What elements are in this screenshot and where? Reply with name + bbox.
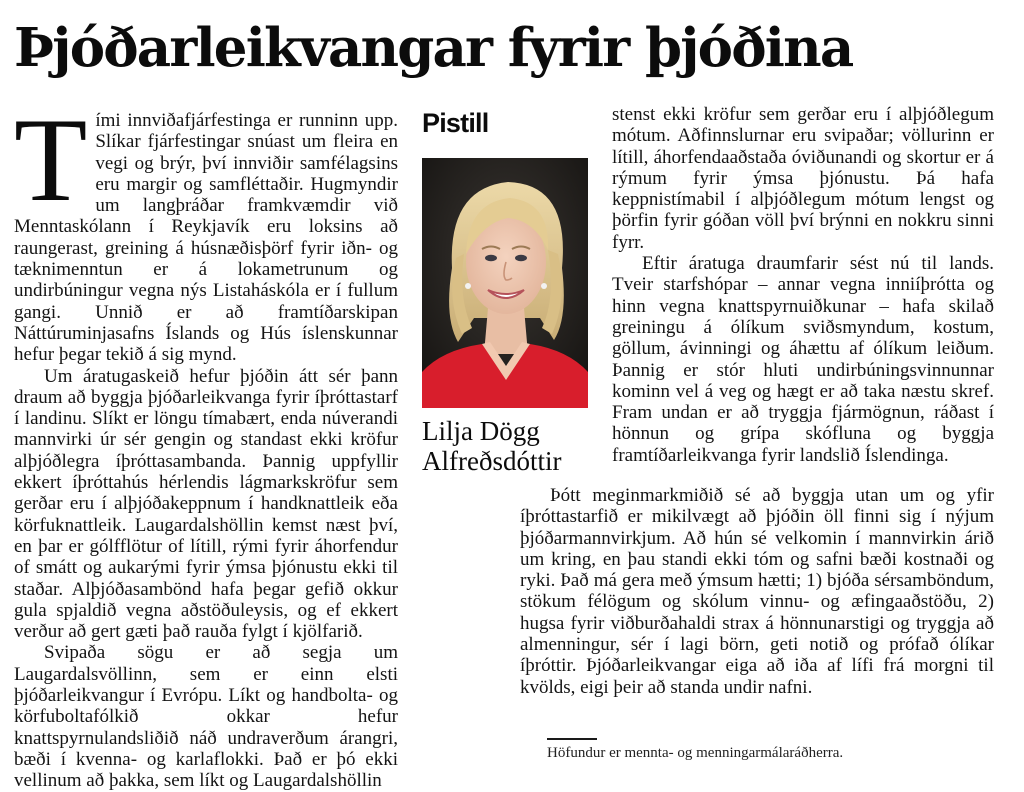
author-portrait: [422, 158, 588, 408]
article-column-3: [612, 104, 994, 466]
paragraph-4: stenst ekki kröfur sem gerðar eru í alþjóðlegum mótum. Aðfinnslurnar eru svipaðar; völlurinn er lítill, áhorfendaaðstaða óviðunandi og skortur er á rýmum fyrir ýmsa þjónustu. Þá hafa keppnistímabil í alþjóðlegum mótum lengst og þörfin fyrir góðan völl því brýnni en nokkru sinni fyrr.: [612, 104, 994, 253]
author-first-name: Lilja Dögg: [422, 416, 540, 446]
drop-cap: T: [14, 93, 88, 226]
author-name: [422, 416, 612, 476]
paragraph-1: ími innviðafjárfestinga er runninn upp. Slíkar fjárfestingar snúast um fleira en vegi og brýr, því innviðir samfélagsins eru margir og samfléttaðir. Hugmyndir um langþráðar framkvæmdir við Menntaskólann í Reykjavík eru loksins að raungerast, greining á húsnæðisþörf fyrir iðn- og tæknimenntun er á lokametrunum og undirbúningur vegna nýs Listaháskóla er í fullum gangi. Unnið er að framtíðarskipan Náttúruminjasafns Íslands og Hús íslenskunnar hefur þegar tekið á sig mynd.: [14, 110, 398, 366]
section-label: Pistill: [422, 108, 489, 138]
author-last-name: Alfreðsdóttir: [422, 446, 562, 476]
article-column-1: [14, 93, 398, 792]
article-column-bottom: [520, 485, 994, 698]
paragraph-6: Þótt meginmarkmiðið sé að byggja utan um og yfir íþróttastarfið er mikilvægt að þjóðin öll finni sig í nýjum þjóðarmannvirkjum. Að hún sé velkomin í mannvirkin árið um kring, en þau standi ekki tóm og safni bæði kostnaði og ryki. Það má gera með ýmsum hætti; 1) bjóða sérsamböndum, stökum félögum og skólum vinnu- og æfingaaðstöðu, 2) hugsa fyrir viðburðahaldi strax á hönnunarstigi og tryggja að almenningur, sér í lagi börn, geti notið og prófað ólíkar íþróttir. Þjóðarleikvangar eiga að iða af lífi frá morgni til kvölds, eigi þeir að standa undir nafni.: [520, 485, 994, 698]
author-credit: Höfundur er mennta- og menningarmálaráðherra.: [547, 745, 844, 761]
author-portrait-image: [422, 158, 588, 408]
footer-rule: [547, 738, 597, 740]
paragraph-2: Um áratugaskeið hefur þjóðin átt sér þann draum að byggja þjóðarleikvanga fyrir íþróttastarf í landinu. Slíkt er löngu tímabært, enda núverandi mannvirki úr sér gengin og standast ekki kröfur alþjóðlegra íþróttasambanda. Þannig uppfyllir ekkert íþróttahús hérlendis lágmarkskröfur sem gerðar eru í alþjóðakeppnum í handknattleik eða körfuknattleik. Laugardalshöllin kemst næst því, en þar er gólfflötur of lítill, rými fyrir áhorfendur of smátt og aukarými fyrir ýmsa þjónustu ekki til staðar. Alþjóðasambönd hafa þegar gefið okkur gula spjaldið vegna aðstöðuleysis, og ef ekkert verður að gert gæti það rauða fylgt í kjölfarið.: [14, 365, 398, 643]
paragraph-5: Eftir áratuga draumfarir sést nú til lands. Tveir starfshópar – annar vegna inniíþrótta og hinn vegna knattspyrnuiðkunar – hafa skilað greiningu á ólíkum sviðsmyndum, kostum, göllum, ávinningi og áhættu af ólíkum leiðum. Þannig er stór hluti undirbúningsvinnunnar kominn vel á veg og hægt er að taka næstu skref. Fram undan er að tryggja fjármögnun, ráðast í hönnun og grípa skófluna og byggja framtíðarleikvanga fyrir landslið Íslendinga.: [612, 253, 994, 466]
paragraph-3: Svipaða sögu er að segja um Laugardalsvöllinn, sem er einn elsti þjóðarleikvangur í Evrópu. Líkt og handbolta- og körfuboltafólkið okkar hefur knattspyrnulandsliðið náð undraverðum árangri, bæði í kvenna- og karlaflokki. Það er þó ekki vellinum að þakka, sem líkt og Laugardalshöllin: [14, 642, 398, 792]
headline: Þjóðarleikvangar fyrir þjóðina: [14, 17, 853, 79]
